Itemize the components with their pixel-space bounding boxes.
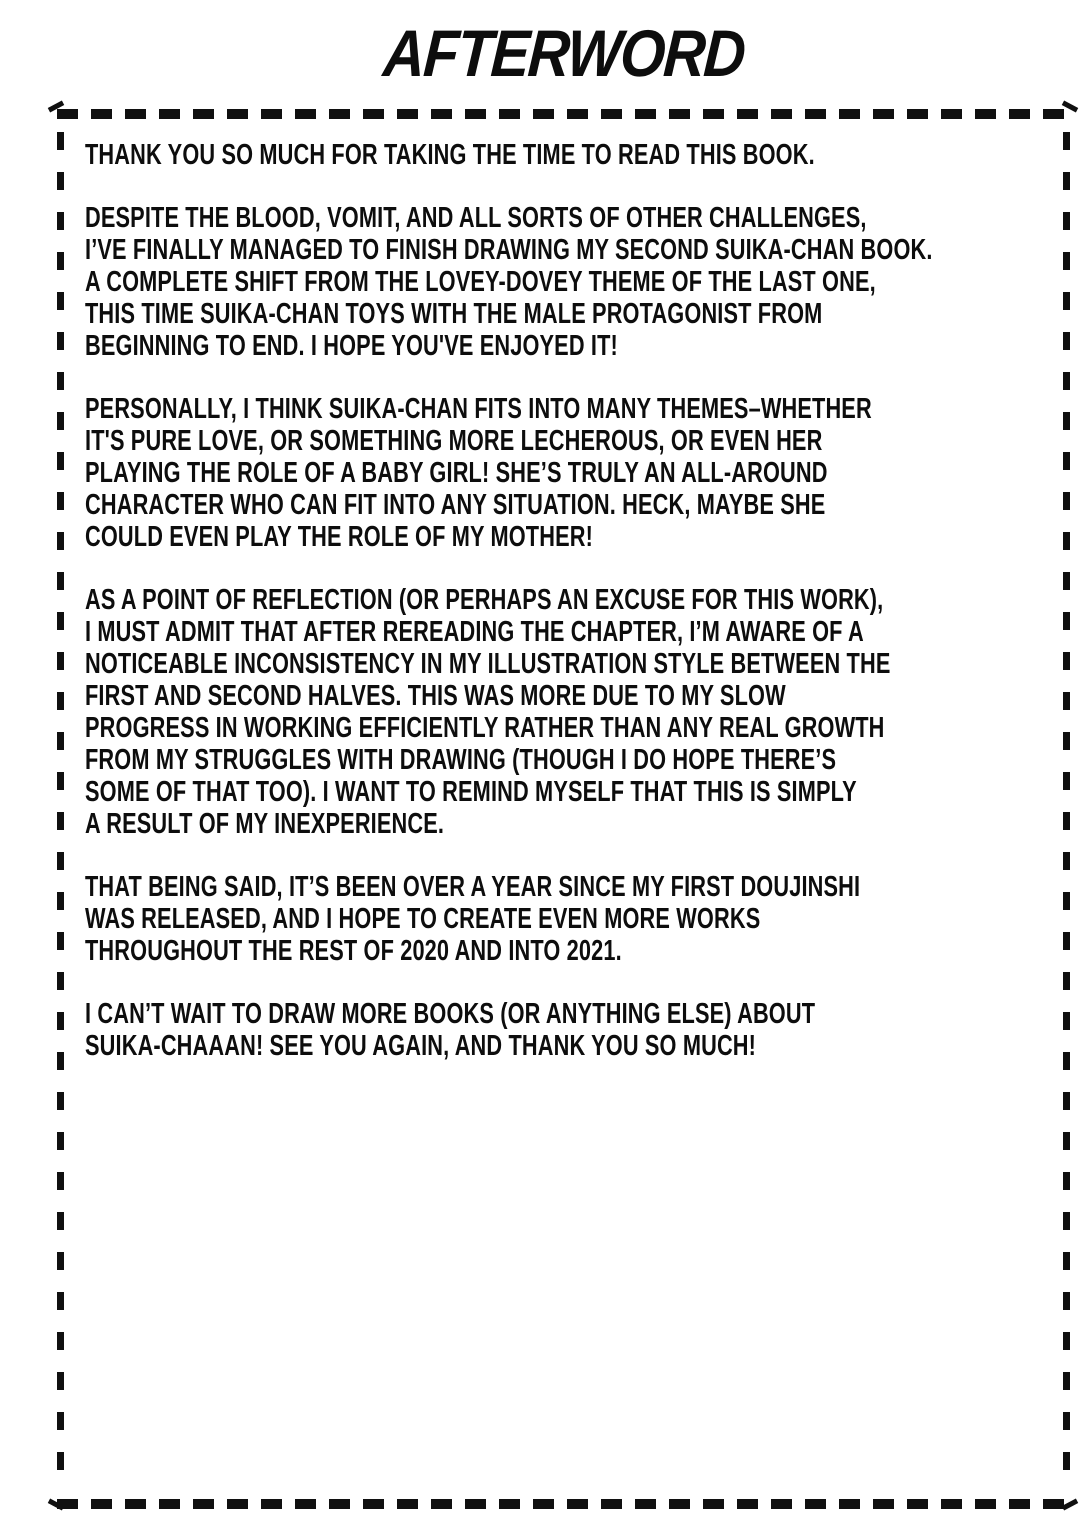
text-line: CHARACTER WHO CAN FIT INTO ANY SITUATION. HECK, MAYBE SHE: [85, 489, 826, 521]
text-line: I CAN’T WAIT TO DRAW MORE BOOKS (OR ANYTHING ELSE) ABOUT: [85, 998, 816, 1030]
frame-left-edge: [57, 132, 64, 1490]
text-line: THANK YOU SO MUCH FOR TAKING THE TIME TO READ THIS BOOK.: [85, 139, 815, 171]
text-line: COULD EVEN PLAY THE ROLE OF MY MOTHER!: [85, 521, 594, 553]
paragraph: [85, 871, 1025, 967]
text-line: SUIKA-CHAAAN! SEE YOU AGAIN, AND THANK YOU SO MUCH!: [85, 1030, 757, 1062]
text-line: I’VE FINALLY MANAGED TO FINISH DRAWING MY SECOND SUIKA-CHAN BOOK.: [85, 234, 933, 266]
paragraph: [85, 202, 1025, 362]
frame-right-edge: [1063, 132, 1070, 1490]
text-line: THROUGHOUT THE REST OF 2020 AND INTO 2021.: [85, 935, 622, 967]
paragraph: [85, 139, 1025, 171]
frame-top-edge: [57, 109, 1070, 119]
text-line: A RESULT OF MY INEXPERIENCE.: [85, 808, 445, 840]
afterword-body: [85, 139, 1025, 1062]
title-row: [57, 18, 1070, 88]
text-line: FROM MY STRUGGLES WITH DRAWING (THOUGH I DO HOPE THERE’S: [85, 744, 837, 776]
text-line: WAS RELEASED, AND I HOPE TO CREATE EVEN MORE WORKS: [85, 903, 761, 935]
text-line: IT'S PURE LOVE, OR SOMETHING MORE LECHEROUS, OR EVEN HER: [85, 425, 823, 457]
text-line: NOTICEABLE INCONSISTENCY IN MY ILLUSTRATION STYLE BETWEEN THE: [85, 648, 891, 680]
paragraph: [85, 998, 1025, 1062]
page-title: AFTERWORD: [380, 16, 747, 90]
text-line: SOME OF THAT TOO). I WANT TO REMIND MYSELF THAT THIS IS SIMPLY: [85, 776, 857, 808]
text-line: THIS TIME SUIKA-CHAN TOYS WITH THE MALE PROTAGONIST FROM: [85, 298, 823, 330]
text-line: DESPITE THE BLOOD, VOMIT, AND ALL SORTS OF OTHER CHALLENGES,: [85, 202, 867, 234]
text-line: AS A POINT OF REFLECTION (OR PERHAPS AN EXCUSE FOR THIS WORK),: [85, 584, 884, 616]
text-line: PLAYING THE ROLE OF A BABY GIRL! SHE’S TRULY AN ALL-AROUND: [85, 457, 828, 489]
text-line: FIRST AND SECOND HALVES. THIS WAS MORE DUE TO MY SLOW: [85, 680, 786, 712]
text-line: THAT BEING SAID, IT’S BEEN OVER A YEAR SINCE MY FIRST DOUJINSHI: [85, 871, 861, 903]
text-line: A COMPLETE SHIFT FROM THE LOVEY-DOVEY THEME OF THE LAST ONE,: [85, 266, 876, 298]
text-line: I MUST ADMIT THAT AFTER REREADING THE CHAPTER, I’M AWARE OF A: [85, 616, 864, 648]
text-line: PERSONALLY, I THINK SUIKA-CHAN FITS INTO MANY THEMES–WHETHER: [85, 393, 872, 425]
frame-bottom-edge: [57, 1499, 1070, 1509]
paragraph: [85, 584, 1025, 840]
paragraph: [85, 393, 1025, 553]
text-line: BEGINNING TO END. I HOPE YOU'VE ENJOYED IT!: [85, 330, 618, 362]
text-line: PROGRESS IN WORKING EFFICIENTLY RATHER THAN ANY REAL GROWTH: [85, 712, 885, 744]
